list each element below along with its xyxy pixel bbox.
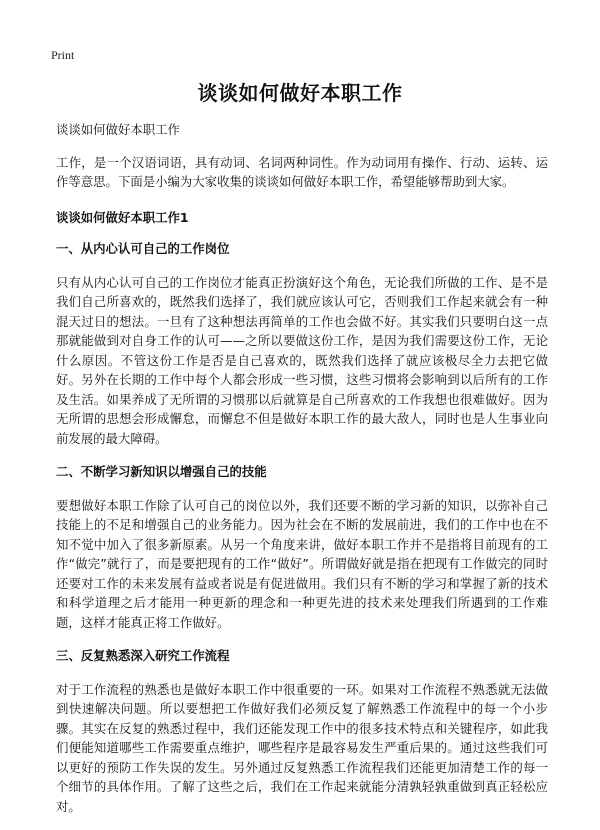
intro-paragraph: 工作，是一个汉语词语，具有动词、名词两种词性。作为动词用有操作、行动、运转、运作等意思。下面是小编为大家收集的谈谈如何做好本职工作，希望能够帮助到大家。 <box>56 154 548 189</box>
article-subtitle: 谈谈如何做好本职工作 <box>56 122 180 137</box>
section-body-1: 只有从内心认可自己的工作岗位才能真正扮演好这个角色，无论我们所做的工作、是不是我们自己所喜欢的，既然我们选择了，我们就应该认可它，否则我们工作起来就会有一种混天过日的想法。一旦有了这种想法再简单的工作也会做不好。其实我们只要明白这一点那就能做到对自身工作的认可——之所以要做这份工作，是因为我们需要这份工作，无论什么原因。不管这份工作是否是自己喜欢的，既然我们选择了就应该极尽全力去把它做好。另外在长期的工作中每个人都会形成一些习惯，这些习惯将会影响到以后所有的工作及生活。如果养成了无所谓的习惯那以后就算是自己所喜欢的工作我想也很难做好。因为无所谓的思想会形成懈怠，而懈怠不但是做好本职工作的最大敌人，同时也是人生事业向前发展的最大障碍。 <box>56 274 548 446</box>
section-heading-3: 三、反复熟悉深入研究工作流程 <box>56 648 230 663</box>
print-link[interactable]: Print <box>51 48 75 62</box>
section-heading-1: 一、从内心认可自己的工作岗位 <box>56 241 230 256</box>
section-body-2: 要想做好本职工作除了认可自己的岗位以外，我们还要不断的学习新的知识，以弥补自己技能上的不足和增强自己的业务能力。因为社会在不断的发展前进，我们的工作中也在不知不觉中加入了很多新原素。从另一个角度来讲，做好本职工作并不是指将目前现有的工作“做完”就行了，而是要把现有的工作“做好”。所谓做好就是指在把现有工作做完的同时还要对工作的未来发展有益或者说是有促进做用。我们只有不断的学习和掌握了新的技术和科学道理之后才能用一种更新的理念和一种更先进的技术来处理我们所遇到的工作难题，这样才能真正将工作做好。 <box>56 497 548 630</box>
page-title: 谈谈如何做好本职工作 <box>197 81 403 105</box>
section-body-3: 对于工作流程的熟悉也是做好本职工作中很重要的一环。如果对工作流程不熟悉就无法做到快速解决问题。所以要想把工作做好我们必须反复了解熟悉工作流程中的每一个小步骤。其实在反复的熟悉过程中，我们还能发现工作中的很多技术特点和关键程序，如此我们便能知道哪些工作需要重点维护，哪些程序是最容易发生严重后果的。通过这些我们可以更好的预防工作失误的发生。另外通过反复熟悉工作流程我们还能更加清楚工作的每一个细节的具体作用。了解了这些之后，我们在工作起来就能分清孰轻孰重做到真正轻松应对。 <box>56 681 548 814</box>
article-body <box>56 120 548 830</box>
section-heading-2: 二、不断学习新知识以增强自己的技能 <box>56 464 267 479</box>
section-title: 谈谈如何做好本职工作1 <box>56 209 189 225</box>
